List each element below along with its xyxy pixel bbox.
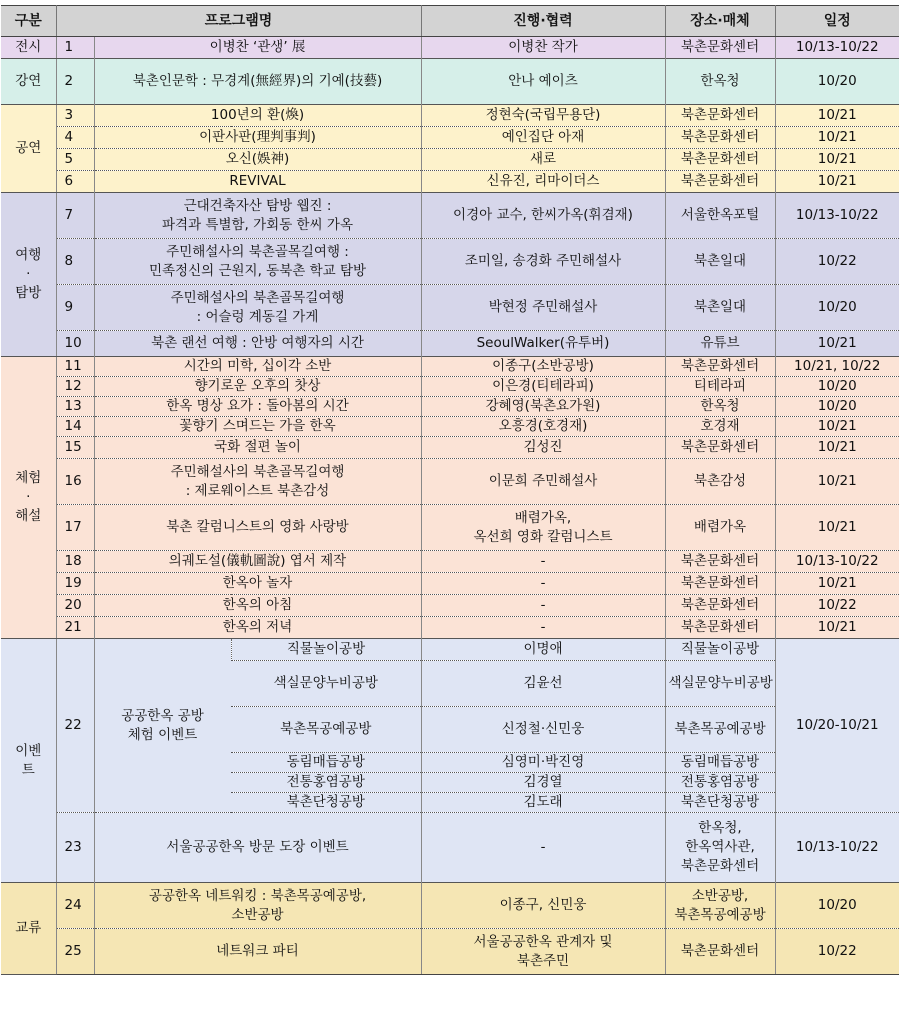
partner: SeoulWalker(유투버) xyxy=(421,331,665,357)
program-name: 한옥 명상 요가 : 돌아봄의 시간 xyxy=(94,397,421,417)
row-number: 18 xyxy=(56,551,94,573)
partner-line: 서울공공한옥 관계자 및 xyxy=(473,933,613,950)
partner-line: 북촌주민 xyxy=(516,952,570,969)
venue: 북촌문화센터 xyxy=(665,573,775,595)
venue: 북촌문화센터 xyxy=(665,171,775,193)
schedule: 10/20 xyxy=(775,285,899,331)
header-venue: 장소·매체 xyxy=(665,6,775,37)
category-separator: · xyxy=(26,266,31,282)
venue-line: 북촌문화센터 xyxy=(680,858,760,874)
schedule: 10/21 xyxy=(775,331,899,357)
schedule: 10/20 xyxy=(775,397,899,417)
schedule: 10/13-10/22 xyxy=(775,193,899,239)
schedule: 10/21 xyxy=(775,127,899,149)
partner: 이종구, 신민웅 xyxy=(421,883,665,929)
venue: 북촌문화센터 xyxy=(665,551,775,573)
program-line: 소반공방 xyxy=(231,906,284,923)
category-label: 체험 xyxy=(15,470,42,486)
schedule: 10/20 xyxy=(775,883,899,929)
schedule: 10/21 xyxy=(775,505,899,551)
partner: 강혜영(북촌요가원) xyxy=(421,397,665,417)
category-perform: 공연 xyxy=(1,105,56,193)
venue: 북촌문화센터 xyxy=(665,929,775,975)
venue: 배렴가옥 xyxy=(665,505,775,551)
schedule: 10/20-10/21 xyxy=(775,639,899,813)
table-row xyxy=(1,285,899,331)
partner: 김성진 xyxy=(421,437,665,459)
table-row xyxy=(1,883,899,929)
partner: - xyxy=(421,813,665,883)
row-number: 22 xyxy=(56,639,94,813)
row-number: 4 xyxy=(56,127,94,149)
row-number: 1 xyxy=(56,37,94,59)
venue: 북촌문화센터 xyxy=(665,149,775,171)
row-number: 10 xyxy=(56,331,94,357)
schedule: 10/22 xyxy=(775,595,899,617)
row-number: 6 xyxy=(56,171,94,193)
program-name: 북촌 랜선 여행 : 안방 여행자의 시간 xyxy=(94,331,421,357)
partner: 심영미·박진영 xyxy=(421,753,665,773)
table-row xyxy=(1,617,899,639)
program-line: 파격과 특별함, 가회동 한씨 가옥 xyxy=(162,216,353,233)
row-number: 25 xyxy=(56,929,94,975)
program-name xyxy=(94,193,421,239)
program-line: 주민해설사의 북촌골목길여행 xyxy=(170,463,345,480)
venue: 한옥청 xyxy=(665,397,775,417)
schedule: 10/13-10/22 xyxy=(775,37,899,59)
venue: 북촌문화센터 xyxy=(665,617,775,639)
partner: 김윤선 xyxy=(421,661,665,707)
program-name xyxy=(94,459,421,505)
partner: 예인집단 아재 xyxy=(421,127,665,149)
schedule: 10/21 xyxy=(775,573,899,595)
table-row xyxy=(1,239,899,285)
venue-line: 한옥청, xyxy=(698,820,742,836)
category-separator: · xyxy=(26,489,31,505)
row-number: 3 xyxy=(56,105,94,127)
partner: - xyxy=(421,551,665,573)
program-line: 체험 이벤트 xyxy=(127,726,198,743)
row-number: 15 xyxy=(56,437,94,459)
schedule: 10/20 xyxy=(775,377,899,397)
row-number: 16 xyxy=(56,459,94,505)
row-number: 5 xyxy=(56,149,94,171)
table-row xyxy=(1,59,899,105)
partner: - xyxy=(421,573,665,595)
program-name: 꽃향기 스며드는 가을 한옥 xyxy=(94,417,421,437)
venue: 북촌문화센터 xyxy=(665,595,775,617)
venue: 서울한옥포털 xyxy=(665,193,775,239)
table-row xyxy=(1,149,899,171)
partner: 이병찬 작가 xyxy=(421,37,665,59)
venue: 색실문양누비공방 xyxy=(665,661,775,707)
venue: 북촌일대 xyxy=(665,239,775,285)
venue: 북촌문화센터 xyxy=(665,105,775,127)
schedule: 10/21, 10/22 xyxy=(775,357,899,377)
workshop-name: 동림매듭공방 xyxy=(231,753,421,773)
program-name: 네트워크 파티 xyxy=(94,929,421,975)
row-number: 11 xyxy=(56,357,94,377)
header-category: 구분 xyxy=(1,6,56,37)
program-name: 서울공공한옥 방문 도장 이벤트 xyxy=(94,813,421,883)
program-name: 한옥의 저녁 xyxy=(94,617,421,639)
partner: 오흥경(호경재) xyxy=(421,417,665,437)
category-travel xyxy=(1,193,56,357)
partner-line: 배렴가옥, xyxy=(514,509,572,526)
table-row xyxy=(1,105,899,127)
venue: 유튜브 xyxy=(665,331,775,357)
partner: 이종구(소반공방) xyxy=(421,357,665,377)
row-number: 14 xyxy=(56,417,94,437)
row-number: 17 xyxy=(56,505,94,551)
table-row xyxy=(1,639,899,661)
partner: 김도래 xyxy=(421,793,665,813)
partner: - xyxy=(421,595,665,617)
partner: 새로 xyxy=(421,149,665,171)
schedule: 10/21 xyxy=(775,149,899,171)
venue: 북촌문화센터 xyxy=(665,357,775,377)
program-name: 한옥의 아침 xyxy=(94,595,421,617)
program-line: 주민해설사의 북촌골목길여행 : xyxy=(166,243,349,260)
table-row xyxy=(1,459,899,505)
schedule: 10/21 xyxy=(775,417,899,437)
program-schedule-table xyxy=(1,5,899,975)
header-schedule: 일정 xyxy=(775,6,899,37)
row-number: 7 xyxy=(56,193,94,239)
program-name xyxy=(94,285,421,331)
schedule: 10/13-10/22 xyxy=(775,813,899,883)
category-label: 탐방 xyxy=(15,285,42,301)
venue: 북촌일대 xyxy=(665,285,775,331)
header-program: 프로그램명 xyxy=(56,6,421,37)
workshop-name: 직물놀이공방 xyxy=(231,639,421,661)
program-name xyxy=(94,883,421,929)
table-row xyxy=(1,397,899,417)
table-row xyxy=(1,377,899,397)
partner: 박현정 주민해설사 xyxy=(421,285,665,331)
row-number: 13 xyxy=(56,397,94,417)
partner: - xyxy=(421,617,665,639)
program-name: REVIVAL xyxy=(94,171,421,193)
partner: 이문희 주민해설사 xyxy=(421,459,665,505)
category-label: 해설 xyxy=(15,508,42,524)
schedule: 10/21 xyxy=(775,171,899,193)
program-name: 한옥아 놀자 xyxy=(94,573,421,595)
venue: 북촌목공예공방 xyxy=(665,707,775,753)
table-row xyxy=(1,505,899,551)
schedule: 10/22 xyxy=(775,239,899,285)
schedule: 10/13-10/22 xyxy=(775,551,899,573)
venue xyxy=(665,813,775,883)
program-name: 오신(娛神) xyxy=(94,149,421,171)
venue: 북촌감성 xyxy=(665,459,775,505)
category-label: 트 xyxy=(21,761,35,778)
venue: 북촌문화센터 xyxy=(665,437,775,459)
venue: 전통홍염공방 xyxy=(665,773,775,793)
schedule: 10/21 xyxy=(775,437,899,459)
program-line: 민족정신의 근원지, 동북촌 학교 탐방 xyxy=(148,262,367,279)
partner: 이경아 교수, 한씨가옥(휘겸재) xyxy=(421,193,665,239)
category-event xyxy=(1,639,56,883)
table-row xyxy=(1,37,899,59)
category-lecture: 강연 xyxy=(1,59,56,105)
table-row xyxy=(1,417,899,437)
category-exhibit: 전시 xyxy=(1,37,56,59)
table-row xyxy=(1,331,899,357)
venue: 북촌문화센터 xyxy=(665,127,775,149)
row-number: 8 xyxy=(56,239,94,285)
venue-line: 한옥역사관, xyxy=(685,839,755,855)
program-name: 의궤도설(儀軌圖說) 엽서 제작 xyxy=(94,551,421,573)
program-name: 100년의 환(煥) xyxy=(94,105,421,127)
partner: 신유진, 리마이더스 xyxy=(421,171,665,193)
venue: 티테라피 xyxy=(665,377,775,397)
category-label: 이벤 xyxy=(15,742,42,759)
row-number: 23 xyxy=(56,813,94,883)
partner: 김경열 xyxy=(421,773,665,793)
schedule: 10/22 xyxy=(775,929,899,975)
partner-line: 옥선희 영화 칼럼니스트 xyxy=(473,528,613,545)
venue: 한옥청 xyxy=(665,59,775,105)
partner: 이명애 xyxy=(421,639,665,661)
category-label: 여행 xyxy=(15,247,42,263)
table-row xyxy=(1,813,899,883)
partner: 신정철·신민웅 xyxy=(421,707,665,753)
program-line: 공공한옥 네트워킹 : 북촌목공예공방, xyxy=(148,887,367,904)
program-line: 근대건축자산 탐방 웹진 : xyxy=(183,197,332,214)
table-row xyxy=(1,595,899,617)
program-name xyxy=(94,639,231,813)
venue: 호경재 xyxy=(665,417,775,437)
schedule: 10/21 xyxy=(775,617,899,639)
program-name: 이판사판(理判事判) xyxy=(94,127,421,149)
venue: 동림매듭공방 xyxy=(665,753,775,773)
venue-line: 소반공방, xyxy=(691,887,749,904)
row-number: 2 xyxy=(56,59,94,105)
program-name: 향기로운 오후의 찻상 xyxy=(94,377,421,397)
program-line: : 어슬렁 계동길 가게 xyxy=(196,308,319,325)
schedule: 10/21 xyxy=(775,105,899,127)
row-number: 21 xyxy=(56,617,94,639)
header-row xyxy=(1,6,899,37)
row-number: 12 xyxy=(56,377,94,397)
header-partner: 진행·협력 xyxy=(421,6,665,37)
workshop-name: 북촌목공예공방 xyxy=(231,707,421,753)
venue: 북촌단청공방 xyxy=(665,793,775,813)
venue-line: 북촌목공예공방 xyxy=(674,906,766,923)
table-row xyxy=(1,193,899,239)
program-line: : 제로웨이스트 북촌감성 xyxy=(185,482,330,499)
program-name: 이병찬 ‘관생’ 展 xyxy=(94,37,421,59)
workshop-name: 전통홍염공방 xyxy=(231,773,421,793)
row-number: 9 xyxy=(56,285,94,331)
partner: 조미일, 송경화 주민해설사 xyxy=(421,239,665,285)
venue xyxy=(665,883,775,929)
program-name: 북촌인문학 : 무경계(無經界)의 기예(技藝) xyxy=(94,59,421,105)
partner: 정현숙(국립무용단) xyxy=(421,105,665,127)
row-number: 20 xyxy=(56,595,94,617)
workshop-name: 북촌단청공방 xyxy=(231,793,421,813)
partner: 이은경(티테라피) xyxy=(421,377,665,397)
program-line: 주민해설사의 북촌골목길여행 xyxy=(170,289,345,306)
table-row xyxy=(1,437,899,459)
partner xyxy=(421,929,665,975)
category-explain xyxy=(1,357,56,639)
venue: 직물놀이공방 xyxy=(665,639,775,661)
workshop-name: 색실문양누비공방 xyxy=(231,661,421,707)
partner xyxy=(421,505,665,551)
venue: 북촌문화센터 xyxy=(665,37,775,59)
program-name xyxy=(94,239,421,285)
table-row xyxy=(1,573,899,595)
table-row xyxy=(1,551,899,573)
schedule: 10/20 xyxy=(775,59,899,105)
category-exchange: 교류 xyxy=(1,883,56,975)
program-name: 국화 절편 놀이 xyxy=(94,437,421,459)
program-name: 북촌 칼럼니스트의 영화 사랑방 xyxy=(94,505,421,551)
table-row xyxy=(1,127,899,149)
program-line: 공공한옥 공방 xyxy=(121,707,204,724)
table-row xyxy=(1,357,899,377)
partner: 안나 예이츠 xyxy=(421,59,665,105)
schedule: 10/21 xyxy=(775,459,899,505)
table-row xyxy=(1,171,899,193)
program-name: 시간의 미학, 십이각 소반 xyxy=(94,357,421,377)
table-row xyxy=(1,929,899,975)
row-number: 24 xyxy=(56,883,94,929)
row-number: 19 xyxy=(56,573,94,595)
